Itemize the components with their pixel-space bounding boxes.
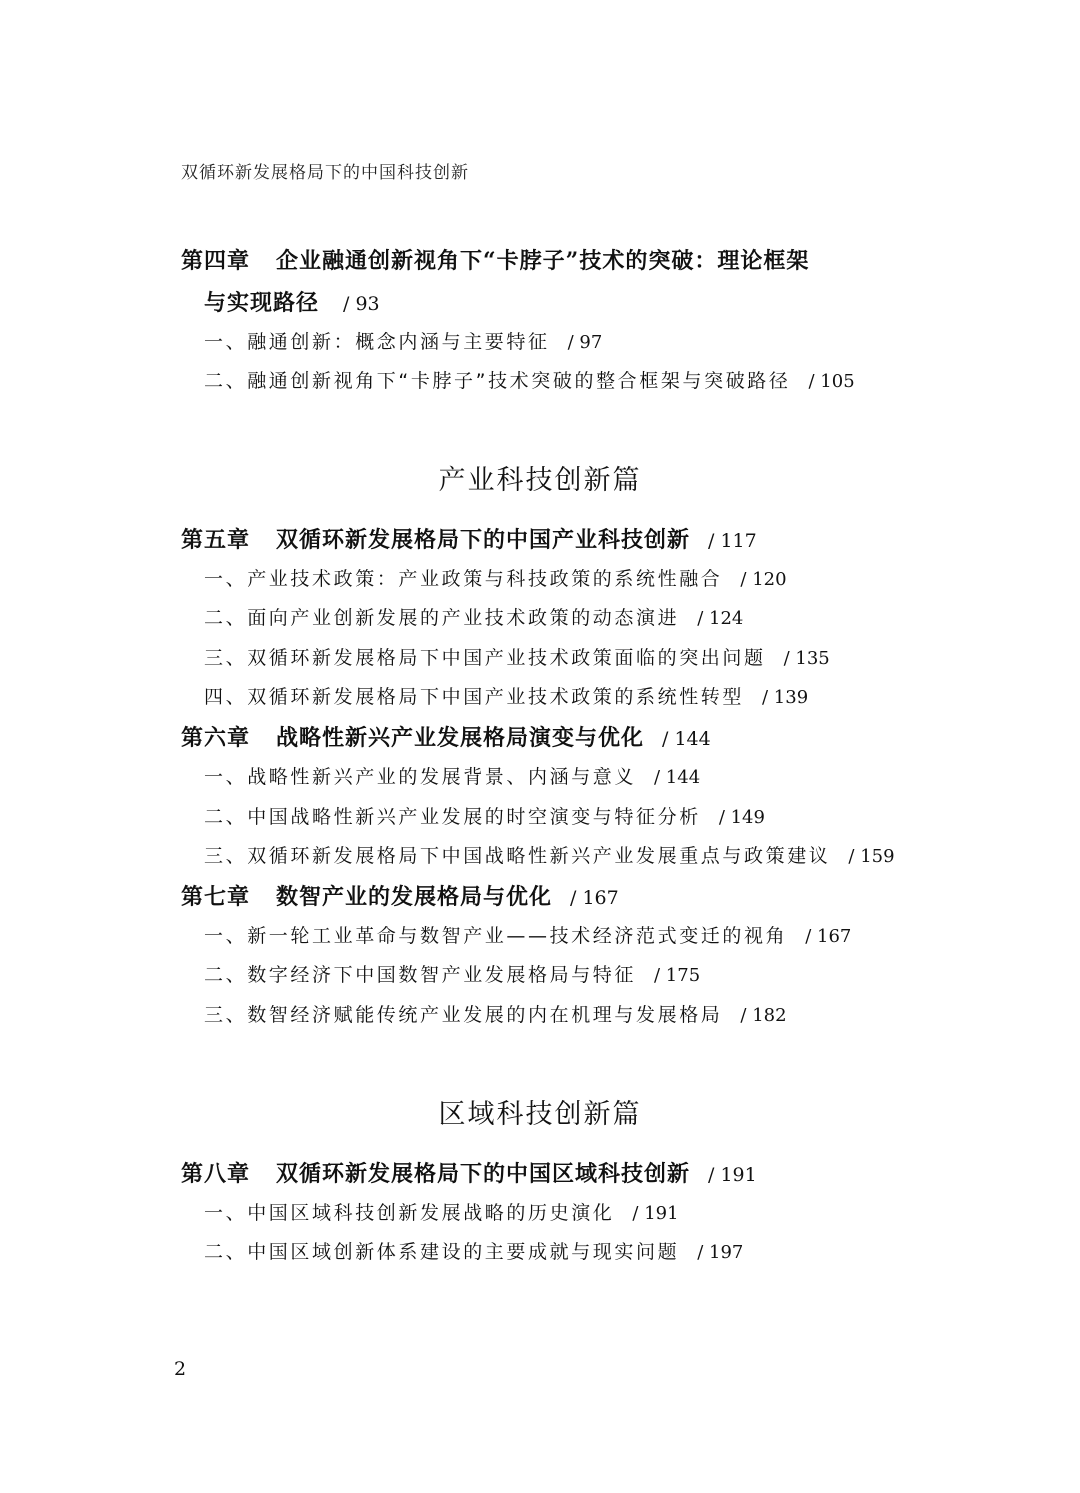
section-title: 二、融通创新视角下“卡脖子”技术突破的整合框架与突破路径 [204, 370, 791, 392]
chapter-page: / 191 [708, 1164, 757, 1186]
section-page: / 182 [740, 1005, 787, 1026]
section-title: 一、中国区域科技创新发展战略的历史演化 [204, 1202, 615, 1224]
section-page: / 167 [805, 926, 852, 947]
section-title: 二、数字经济下中国数智产业发展格局与特征 [204, 964, 637, 986]
chapter-title: 双循环新发展格局下的中国产业科技创新 [276, 527, 691, 553]
chapter-label: 第七章 [181, 884, 251, 910]
section-page: / 124 [697, 608, 744, 629]
section-title: 一、融通创新：概念内涵与主要特征 [204, 331, 550, 353]
section-page: / 120 [740, 569, 787, 590]
chapter-page: / 144 [662, 728, 711, 750]
section-title: 四、双循环新发展格局下中国产业技术政策的系统性转型 [204, 686, 745, 708]
toc-section[interactable] [204, 327, 602, 354]
section-page: / 175 [654, 965, 701, 986]
toc-section[interactable] [204, 564, 787, 591]
section-page: / 149 [718, 807, 765, 828]
toc-section[interactable] [204, 1198, 679, 1225]
section-page: / 97 [567, 332, 603, 353]
toc-chapter-6[interactable] [181, 721, 711, 752]
toc-chapter-4-cont[interactable] [204, 286, 380, 317]
chapter-page: / 93 [343, 293, 380, 315]
toc-section[interactable] [204, 841, 895, 868]
chapter-label: 第六章 [181, 725, 251, 751]
toc-section[interactable] [204, 1000, 787, 1027]
toc-section[interactable] [204, 762, 700, 789]
toc-section[interactable] [204, 802, 765, 829]
section-title: 三、双循环新发展格局下中国产业技术政策面临的突出问题 [204, 647, 766, 669]
section-title: 二、面向产业创新发展的产业技术政策的动态演进 [204, 607, 680, 629]
toc-section[interactable] [204, 643, 830, 670]
section-page: / 144 [654, 767, 701, 788]
chapter-page: / 117 [708, 530, 757, 552]
toc-chapter-5[interactable] [181, 523, 757, 554]
section-page: / 139 [762, 687, 809, 708]
section-title: 三、数智经济赋能传统产业发展的内在机理与发展格局 [204, 1004, 723, 1026]
section-page: / 191 [632, 1203, 679, 1224]
chapter-label: 第四章 [181, 248, 251, 274]
chapter-title: 数智产业的发展格局与优化 [276, 884, 553, 910]
page-number: 2 [174, 1358, 187, 1380]
running-header: 双循环新发展格局下的中国科技创新 [181, 163, 469, 183]
section-page: / 159 [848, 846, 895, 867]
section-title: 一、产业技术政策：产业政策与科技政策的系统性融合 [204, 568, 723, 590]
chapter-label: 第五章 [181, 527, 251, 553]
toc-section[interactable] [204, 603, 743, 630]
section-title: 三、双循环新发展格局下中国战略性新兴产业发展重点与政策建议 [204, 845, 831, 867]
section-title: 一、新一轮工业革命与数智产业——技术经济范式变迁的视角 [204, 925, 788, 947]
toc-chapter-8[interactable] [181, 1157, 757, 1188]
toc-chapter-4[interactable] [181, 244, 809, 275]
part-heading-industry: 产业科技创新篇 [438, 465, 642, 496]
chapter-title: 企业融通创新视角下“卡脖子”技术的突破：理论框架 [276, 248, 810, 274]
toc-section[interactable] [204, 1237, 743, 1264]
chapter-title: 战略性新兴产业发展格局演变与优化 [276, 725, 645, 751]
toc-chapter-7[interactable] [181, 880, 619, 911]
section-page: / 135 [783, 648, 830, 669]
toc-section[interactable] [204, 960, 700, 987]
section-title: 二、中国战略性新兴产业发展的时空演变与特征分析 [204, 806, 701, 828]
chapter-title: 双循环新发展格局下的中国区域科技创新 [276, 1161, 691, 1187]
chapter-label: 第八章 [181, 1161, 251, 1187]
section-title: 一、战略性新兴产业的发展背景、内涵与意义 [204, 766, 637, 788]
toc-section[interactable] [204, 366, 855, 393]
section-page: / 197 [697, 1242, 744, 1263]
section-title: 二、中国区域创新体系建设的主要成就与现实问题 [204, 1241, 680, 1263]
chapter-page: / 167 [570, 887, 619, 909]
chapter-title-cont: 与实现路径 [204, 290, 320, 316]
section-page: / 105 [808, 371, 855, 392]
toc-section[interactable] [204, 682, 808, 709]
toc-section[interactable] [204, 921, 851, 948]
part-heading-region: 区域科技创新篇 [438, 1099, 642, 1130]
